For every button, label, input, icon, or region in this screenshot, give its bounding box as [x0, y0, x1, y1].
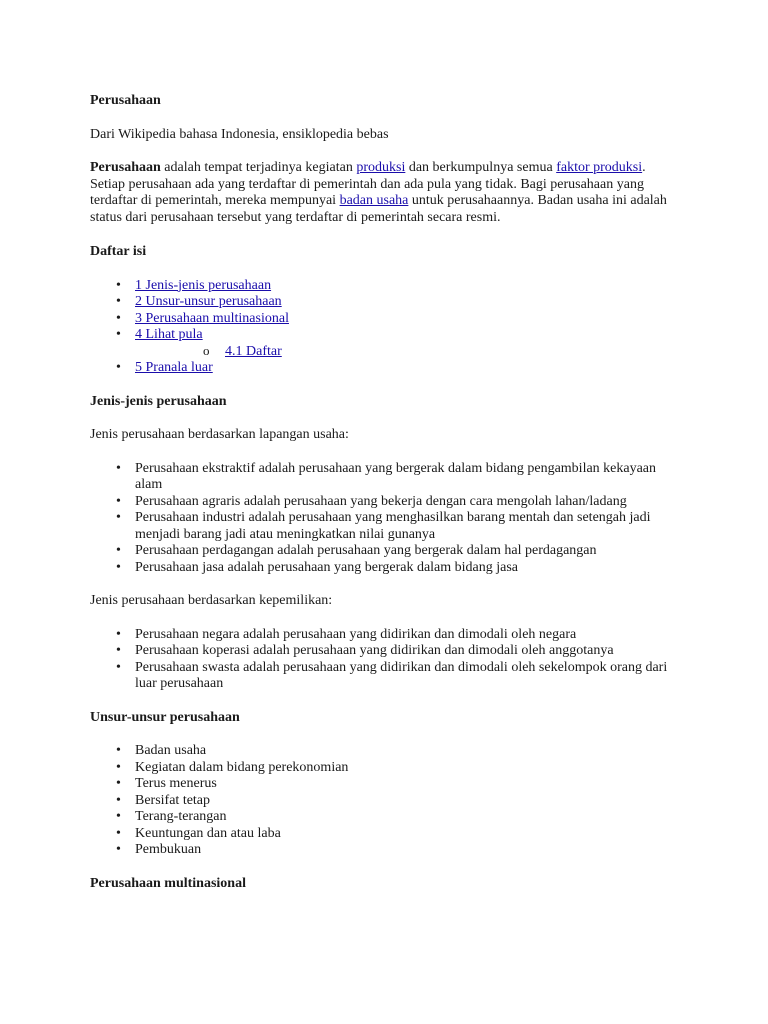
link-faktor-produksi[interactable]: faktor produksi — [556, 160, 643, 175]
toc-item — [90, 311, 680, 328]
list-item: • Perusahaan ekstraktif adalah perusahaan yang bergerak dalam bidang pengambilan kekayaan alam — [90, 461, 680, 494]
list-item: • Pembukuan — [90, 842, 680, 859]
list-item: • Bersifat tetap — [90, 793, 680, 810]
toc-item — [90, 278, 680, 295]
toc-item — [90, 327, 680, 360]
toc-link-multinasional[interactable]: 3 Perusahaan multinasional — [135, 310, 289, 326]
kepemilikan-intro: Jenis perusahaan berdasarkan kepemilikan: — [90, 593, 333, 608]
intro-paragraph — [90, 160, 680, 226]
list-item: • Perusahaan negara adalah perusahaan yang didirikan dan dimodali oleh negara — [90, 627, 680, 644]
toc-link-unsur[interactable]: 2 Unsur-unsur perusahaan — [135, 294, 282, 309]
list-item: • Terus menerus — [90, 776, 680, 793]
link-produksi[interactable]: produksi — [356, 160, 406, 175]
toc-link-daftar[interactable]: 4.1 Daftar — [225, 343, 282, 359]
toc-item — [90, 360, 680, 377]
list-item: • Perusahaan jasa adalah perusahaan yang bergerak dalam bidang jasa — [90, 560, 680, 577]
list-item: • Perusahaan swasta adalah perusahaan yang didirikan dan dimodali oleh sekelompok orang dari luar perusahaan — [90, 660, 680, 693]
intro-text-1: adalah tempat terjadinya kegiatan — [160, 160, 357, 175]
list-item: • Perusahaan koperasi adalah perusahaan yang didirikan dan dimodali oleh anggotanya — [90, 643, 680, 660]
toc-item — [90, 294, 680, 311]
list-item: • Kegiatan dalam bidang perekonomian — [90, 760, 680, 777]
kepemilikan-list — [90, 627, 680, 693]
subtitle: Dari Wikipedia bahasa Indonesia, ensiklopedia bebas — [90, 126, 389, 142]
list-item: • Perusahaan industri adalah perusahaan yang menghasilkan barang mentah dan setengah jadi menjadi barang jadi atau meningkatkan nilai gunanya — [90, 510, 680, 543]
article-content — [90, 93, 680, 892]
toc-sublist — [135, 344, 680, 361]
list-item: • Perusahaan agraris adalah perusahaan yang bekerja dengan cara mengolah lahan/ladang — [90, 494, 680, 511]
toc-link-jenis[interactable]: 1 Jenis-jenis perusahaan — [135, 277, 272, 293]
lapangan-list — [90, 461, 680, 577]
intro-term: Perusahaan — [90, 160, 161, 175]
list-item: • Terang-terangan — [90, 809, 680, 826]
list-item: • Badan usaha — [90, 743, 680, 760]
unsur-list — [90, 743, 680, 859]
section-heading-unsur: Unsur-unsur perusahaan — [90, 709, 240, 725]
toc-subitem — [135, 344, 680, 361]
intro-text-2: dan berkumpulnya semua — [405, 160, 557, 175]
list-item: • Perusahaan perdagangan adalah perusahaan yang bergerak dalam hal perdagangan — [90, 543, 680, 560]
toc-link-lihat-pula[interactable]: 4 Lihat pula — [135, 327, 203, 342]
section-heading-jenis: Jenis-jenis perusahaan — [90, 393, 227, 409]
list-item: • Keuntungan dan atau laba — [90, 826, 680, 843]
link-badan-usaha[interactable]: badan usaha — [339, 193, 409, 208]
section-heading-multinasional: Perusahaan multinasional — [90, 875, 246, 891]
intro-text-3: . Setiap perusahaan ada yang terdaftar di pemerintah dan ada pula yang tidak. Bagi perusahaan yang terdaftar di pemerintah, mereka mempunyai — [90, 160, 646, 208]
toc-link-pranala-luar[interactable]: 5 Pranala luar — [135, 360, 213, 375]
toc-heading: Daftar isi — [90, 244, 147, 259]
page-title: Perusahaan — [90, 93, 161, 108]
intro-text-4: untuk perusahaannya. Badan usaha ini adalah status dari perusahaan tersebut yang terdaftar di pemerintah secara resmi. — [90, 193, 667, 225]
lapangan-intro: Jenis perusahaan berdasarkan lapangan usaha: — [90, 427, 349, 442]
toc-list — [90, 278, 680, 377]
